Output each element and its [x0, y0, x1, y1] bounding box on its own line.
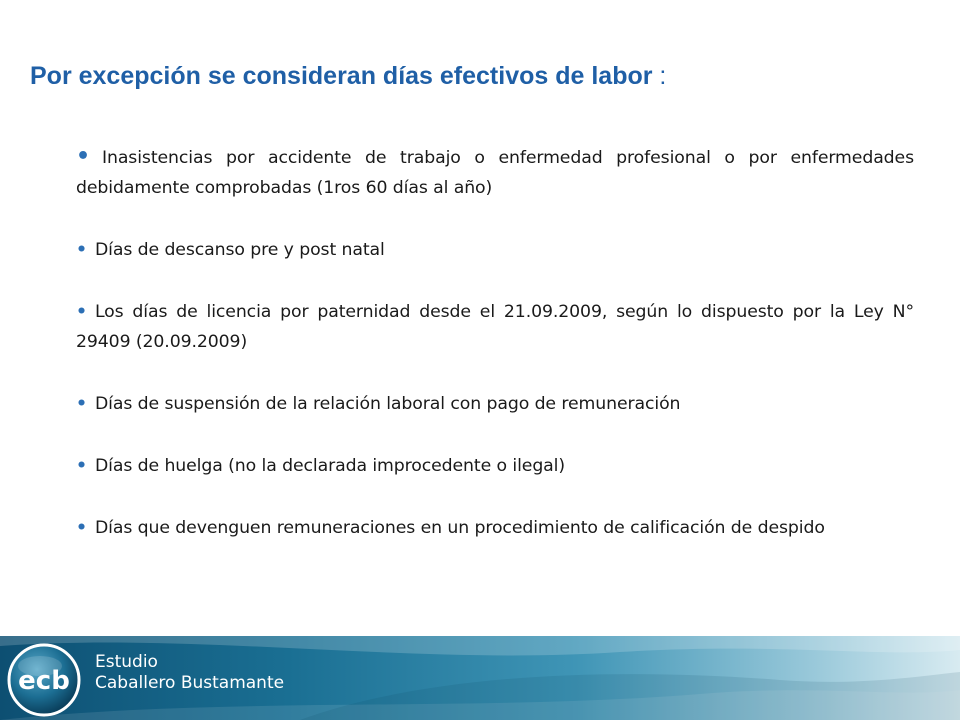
slide-title [30, 62, 930, 91]
list-item-text: Días que devenguen remuneraciones en un procedimiento de calificación de despido [94, 518, 825, 538]
slide-title-colon: : [659, 62, 667, 90]
bullet-icon: • [76, 144, 90, 169]
list-item-text: Días de suspensión de la relación laboral con pago de remuneración [94, 394, 681, 414]
ecb-logo [6, 642, 82, 718]
list-item [76, 297, 914, 357]
bullet-icon: • [76, 518, 87, 538]
list-item [76, 513, 914, 543]
brand-line-1: Estudio [95, 652, 158, 672]
list-item [76, 142, 914, 203]
slide-title-text: Por excepción se consideran días efectivos de labor [30, 62, 653, 90]
list-item-text: Días de huelga (no la declarada improcedente o ilegal) [94, 456, 566, 476]
list-item-text: Los días de licencia por paternidad desde el 21.09.2009, según lo dispuesto por la Ley N° 29409 (20.09.2009) [76, 302, 914, 352]
bullet-icon: • [76, 394, 87, 414]
list-item [76, 451, 914, 481]
list-item-text: Días de descanso pre y post natal [94, 240, 385, 260]
bullet-icon: • [76, 456, 87, 476]
bullet-icon: • [76, 302, 87, 322]
logo-text: ecb [18, 666, 70, 696]
brand-name [95, 652, 284, 694]
list-item [76, 235, 914, 265]
brand-line-2: Caballero Bustamante [95, 673, 285, 693]
bullet-icon: • [76, 240, 87, 260]
list-item [76, 389, 914, 419]
list-item-text: Inasistencias por accidente de trabajo o enfermedad profesional o por enfermedades debidamente comprobadas (1ros 60 días al año) [76, 148, 914, 198]
bullet-list [76, 142, 914, 543]
